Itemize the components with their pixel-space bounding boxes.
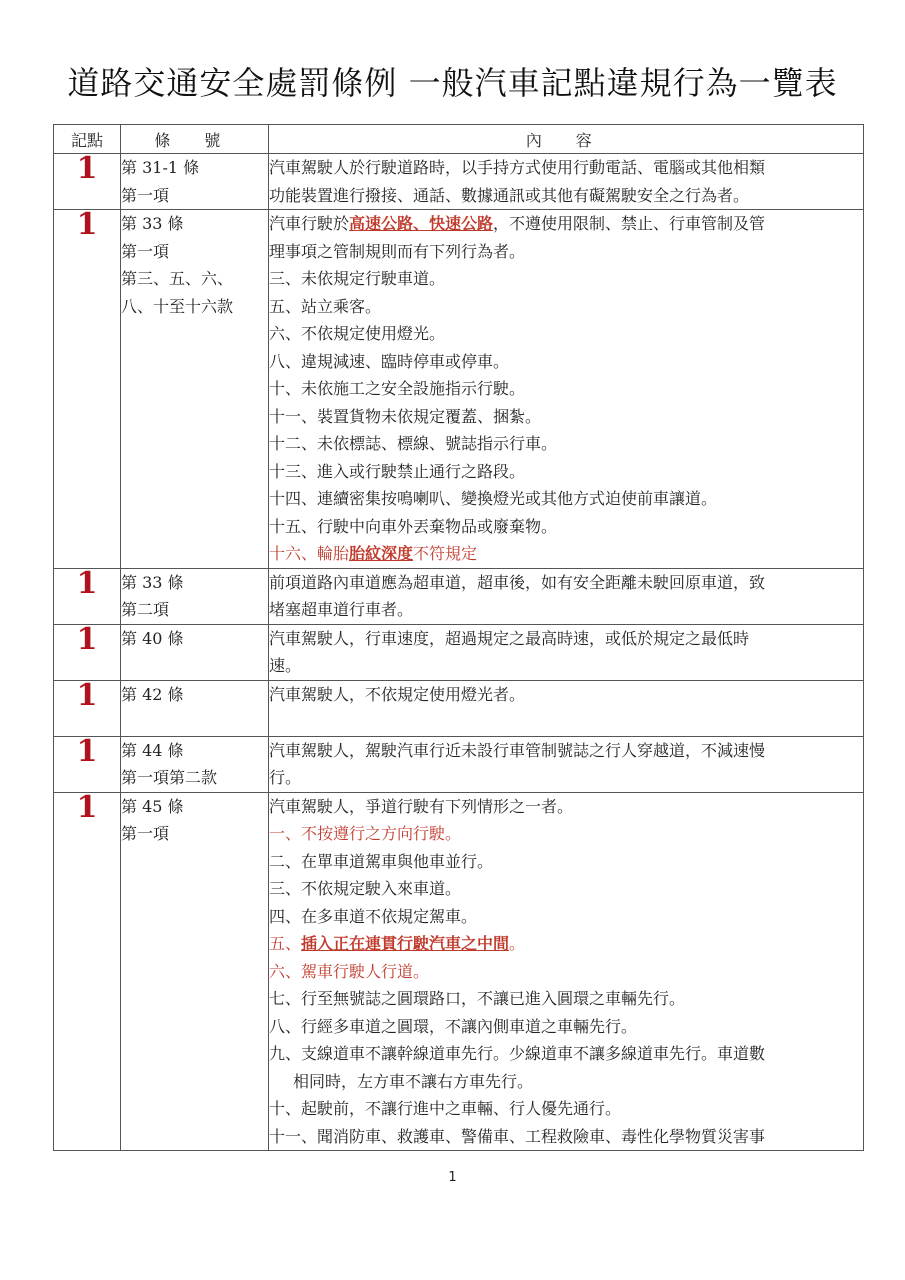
list-item: 九、支線道車不讓幹線道車先行。少線道車不讓多線道車先行。車道數 — [269, 1044, 766, 1063]
content-cell — [269, 736, 864, 792]
content-line: 行。 — [269, 768, 302, 787]
content-line: 汽車駕駛人於行駛道路時，以手持方式使用行動電話、電腦或其他相類 — [269, 158, 766, 177]
table-row — [54, 154, 864, 210]
article-line: 第二項 — [121, 600, 170, 619]
article-line: 第 42 條 — [121, 684, 184, 704]
article-line: 第 40 條 — [121, 628, 184, 648]
list-item: 二、在單車道駕車與他車並行。 — [269, 851, 494, 871]
content-cell — [269, 210, 864, 569]
table-row — [54, 736, 864, 792]
table-row — [54, 792, 864, 1151]
content-line: 堵塞超車道行車者。 — [269, 600, 414, 619]
points-value: 1 — [54, 624, 121, 680]
list-item: 三、不依規定駛入來車道。 — [269, 879, 462, 898]
content-line: 汽車駕駛人，行車速度，超過規定之最高時速，或低於規定之最低時 — [269, 628, 750, 648]
article-line: 第一項 — [121, 824, 170, 843]
list-item: 五、站立乘客。 — [269, 296, 382, 316]
item-text: 五、 — [269, 934, 302, 953]
list-item: 七、行至無號誌之圓環路口，不讓已進入圓環之車輛先行。 — [269, 989, 686, 1008]
points-value: 1 — [54, 680, 121, 736]
list-item: 六、駕車行駛人行道。 — [269, 961, 430, 981]
list-item — [269, 540, 863, 568]
list-item: 十一、聞消防車、救護車、警備車、工程救險車、毒性化學物質災害事 — [269, 1126, 766, 1146]
list-item: 十二、未依標誌、標線、號誌指示行車。 — [269, 434, 558, 453]
list-item: 十三、進入或行駛禁止通行之路段。 — [269, 461, 526, 481]
content-intro — [269, 210, 863, 238]
article-line: 第一項第二款 — [121, 768, 218, 787]
article-line: 第 33 條 — [121, 214, 184, 233]
list-item — [269, 930, 863, 958]
content-cell — [269, 680, 864, 736]
article-cell — [121, 154, 269, 210]
article-line: 第 31-1 條 — [121, 158, 200, 177]
points-value: 1 — [54, 568, 121, 624]
content-cell — [269, 568, 864, 624]
article-cell — [121, 568, 269, 624]
item-text: 十六、輪胎 — [269, 544, 350, 563]
page-title: 道路交通安全處罰條例 一般汽車記點違規行為一覽表 — [67, 64, 838, 102]
table-row — [54, 568, 864, 624]
article-line: 八、十至十六款 — [121, 296, 234, 316]
header-article: 條 號 — [121, 125, 269, 154]
points-value: 1 — [54, 792, 121, 1151]
header-points: 記點 — [54, 125, 121, 154]
list-item: 十、未依施工之安全設施指示行駛。 — [269, 379, 526, 398]
table-row — [54, 210, 864, 569]
list-item: 一、不按遵行之方向行駛。 — [269, 824, 462, 843]
article-line: 第三、五、六、 — [121, 269, 234, 288]
violation-table — [53, 124, 864, 1151]
content-line: 速。 — [269, 656, 302, 675]
content-line: 汽車駕駛人，不依規定使用燈光者。 — [269, 684, 526, 704]
table-row — [54, 680, 864, 736]
item-text: 不符規定 — [413, 544, 478, 563]
content-line: 汽車駕駛人，駕駛汽車行近未設行車管制號誌之行人穿越道，不減速慢 — [269, 740, 766, 760]
content-line: 前項道路內車道應為超車道，超車後，如有安全距離未駛回原車道，致 — [269, 572, 766, 592]
article-line: 第 45 條 — [121, 796, 184, 816]
article-cell — [121, 624, 269, 680]
list-item: 四、在多車道不依規定駕車。 — [269, 906, 478, 926]
list-item: 十五、行駛中向車外丟棄物品或廢棄物。 — [269, 516, 558, 536]
table-header-row — [54, 125, 864, 154]
list-item: 十四、連續密集按鳴喇叭、變換燈光或其他方式迫使前車讓道。 — [269, 489, 718, 508]
intro-text: 汽車行駛於 — [269, 214, 350, 233]
list-item: 十、起駛前，不讓行進中之車輛、行人優先通行。 — [269, 1099, 622, 1118]
points-value: 1 — [54, 154, 121, 210]
highlight-text: 胎紋深度 — [349, 544, 414, 563]
article-line: 第一項 — [121, 241, 170, 261]
content-line: 功能裝置進行撥接、通話、數據通訊或其他有礙駕駛安全之行為者。 — [269, 185, 750, 205]
page-number: 1 — [448, 1170, 457, 1185]
content-cell — [269, 624, 864, 680]
list-item-continuation: 相同時，左方車不讓右方車先行。 — [293, 1071, 534, 1091]
article-cell — [121, 736, 269, 792]
article-line: 第一項 — [121, 185, 170, 205]
highlight-text: 高速公路、快速公路 — [349, 214, 494, 233]
list-item: 十一、裝置貨物未依規定覆蓋、捆紮。 — [269, 406, 542, 426]
table-row — [54, 624, 864, 680]
article-line: 第 33 條 — [121, 572, 184, 592]
list-item: 八、行經多車道之圓環，不讓內側車道之車輛先行。 — [269, 1016, 638, 1036]
content-intro: 汽車駕駛人，爭道行駛有下列情形之一者。 — [269, 796, 574, 816]
content-cell — [269, 792, 864, 1151]
list-item: 八、違規減速、臨時停車或停車。 — [269, 351, 510, 371]
list-item: 六、不依規定使用燈光。 — [269, 324, 446, 343]
list-item: 三、未依規定行駛車道。 — [269, 269, 446, 288]
highlight-text: 插入正在連貫行駛汽車之中間 — [301, 934, 510, 953]
article-cell — [121, 210, 269, 569]
intro-text: ，不遵使用限制、禁止、行車管制及管 — [493, 214, 766, 233]
article-cell — [121, 792, 269, 1151]
content-line: 理事項之管制規則而有下列行為者。 — [269, 241, 526, 261]
header-content: 內 容 — [269, 125, 864, 154]
article-line: 第 44 條 — [121, 740, 184, 760]
content-cell — [269, 154, 864, 210]
item-text: 。 — [509, 934, 526, 953]
article-cell — [121, 680, 269, 736]
points-value: 1 — [54, 736, 121, 792]
points-value: 1 — [54, 210, 121, 569]
